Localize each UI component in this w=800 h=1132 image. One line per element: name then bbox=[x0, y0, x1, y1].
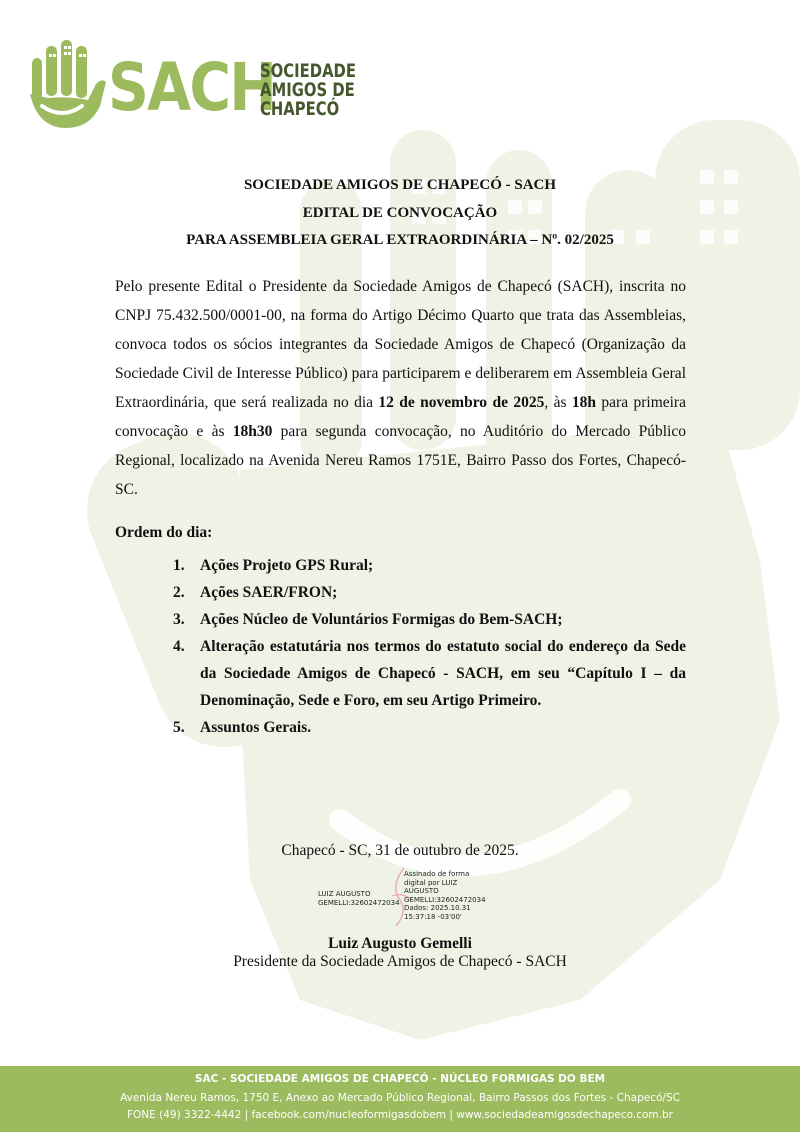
logo-sub-line-3: CHAPECÓ bbox=[260, 98, 340, 120]
footer-org: SAC - SOCIEDADE AMIGOS DE CHAPECÓ - NÚCLEO FORMIGAS DO BEM bbox=[194, 1073, 606, 1085]
signature-right-text bbox=[404, 870, 486, 922]
second-call-time: 18h30 bbox=[232, 423, 273, 440]
agenda-item-text: Ações Núcleo de Voluntários Formigas do Bem-SACH; bbox=[200, 611, 563, 628]
agenda-item-text: Alteração estatutária nos termos do estatuto social do endereço da Sede da Sociedade Amigos de Chapecó - SACH, em seu “Capítulo I – da Denominação, Sede e Foro, em seu Artigo Primeiro. bbox=[200, 638, 686, 709]
body-text-2: , às bbox=[544, 394, 572, 411]
body-text-3: para primeira convocação e às bbox=[115, 394, 686, 440]
digital-signature-stamp bbox=[318, 866, 486, 934]
logo-subtitle bbox=[260, 62, 356, 119]
signature-left-line: LUIZ AUGUSTO bbox=[318, 890, 371, 898]
signature-right-line: 15:37:18 -03'00' bbox=[404, 912, 462, 921]
body-text-4: para segunda convocação, no Auditório do Mercado Público Regional, localizado na Avenida Nereu Ramos 1751E, Bairro Passo dos Fortes, Chapecó-SC. bbox=[115, 423, 686, 498]
agenda-item-number: 2. bbox=[173, 584, 185, 601]
agenda-item-number: 5. bbox=[173, 719, 185, 736]
hand-logo-icon bbox=[28, 36, 108, 132]
agenda-item bbox=[115, 579, 686, 606]
agenda-item bbox=[115, 552, 686, 579]
agenda-item-number: 3. bbox=[173, 611, 185, 628]
agenda-item bbox=[115, 633, 686, 714]
signature-right-line: digital por LUIZ bbox=[404, 878, 458, 887]
signer-name: Luiz Augusto Gemelli bbox=[328, 935, 472, 952]
agenda-heading: Ordem do dia: bbox=[115, 524, 213, 541]
agenda-list bbox=[115, 552, 686, 741]
assembly-title: PARA ASSEMBLEIA GERAL EXTRAORDINÁRIA – Nº. 02/2025 bbox=[186, 232, 614, 248]
sach-logo bbox=[28, 36, 368, 132]
footer-address: Avenida Nereu Ramos, 1750 E, Anexo ao Mercado Público Regional, Bairro Passos dos Fortes - Chapecó/SC bbox=[120, 1092, 680, 1104]
signature-right-line: Dados: 2025.10.31 bbox=[404, 904, 471, 913]
signature-right-line: Assinado de forma bbox=[404, 870, 470, 878]
first-call-time: 18h bbox=[571, 394, 597, 411]
agenda-item-text: Ações SAER/FRON; bbox=[200, 584, 338, 601]
agenda-item-text: Assuntos Gerais. bbox=[200, 719, 312, 736]
convocation-paragraph bbox=[115, 272, 686, 504]
agenda-item bbox=[115, 606, 686, 633]
meeting-date: 12 de novembro de 2025 bbox=[378, 394, 545, 411]
signature-right-line: GEMELLI:32602472034 bbox=[404, 895, 486, 904]
signer-role: Presidente da Sociedade Amigos de Chapecó - SACH bbox=[233, 953, 567, 970]
logo-sub-line-1: SOCIEDADE bbox=[260, 60, 356, 82]
edital-title: EDITAL DE CONVOCAÇÃO bbox=[302, 205, 498, 221]
signature-right-line: AUGUSTO bbox=[404, 887, 439, 896]
agenda-item-number: 1. bbox=[173, 557, 185, 574]
agenda-item-text: Ações Projeto GPS Rural; bbox=[200, 557, 374, 574]
logo-sub-line-2: AMIGOS DE bbox=[260, 79, 355, 101]
logo-wordmark: SACH bbox=[108, 49, 276, 126]
footer-band bbox=[0, 1066, 800, 1132]
agenda-item bbox=[115, 714, 686, 741]
document-date: Chapecó - SC, 31 de outubro de 2025. bbox=[281, 842, 519, 859]
signature-left-line: GEMELLI:32602472034 bbox=[318, 898, 400, 907]
agenda-item-number: 4. bbox=[173, 638, 185, 655]
org-title: SOCIEDADE AMIGOS DE CHAPECÓ - SACH bbox=[243, 177, 557, 193]
footer-contacts: FONE (49) 3322-4442 | facebook.com/nucleoformigasdobem | www.sociedadeamigosdechapeco.com.br bbox=[127, 1109, 673, 1121]
body-text-1: Pelo presente Edital o Presidente da Sociedade Amigos de Chapecó (SACH), inscrita no CNPJ 75.432.500/0001-00, na forma do Artigo Décimo Quarto que trata das Assembleias, convoca todos os sócios integrantes da Sociedade Amigos de Chapecó (Organização da Sociedade Civil de Interesse Público) para participarem e deliberarem em Assembleia Geral Extraordinária, que será realizada no dia bbox=[115, 278, 686, 411]
